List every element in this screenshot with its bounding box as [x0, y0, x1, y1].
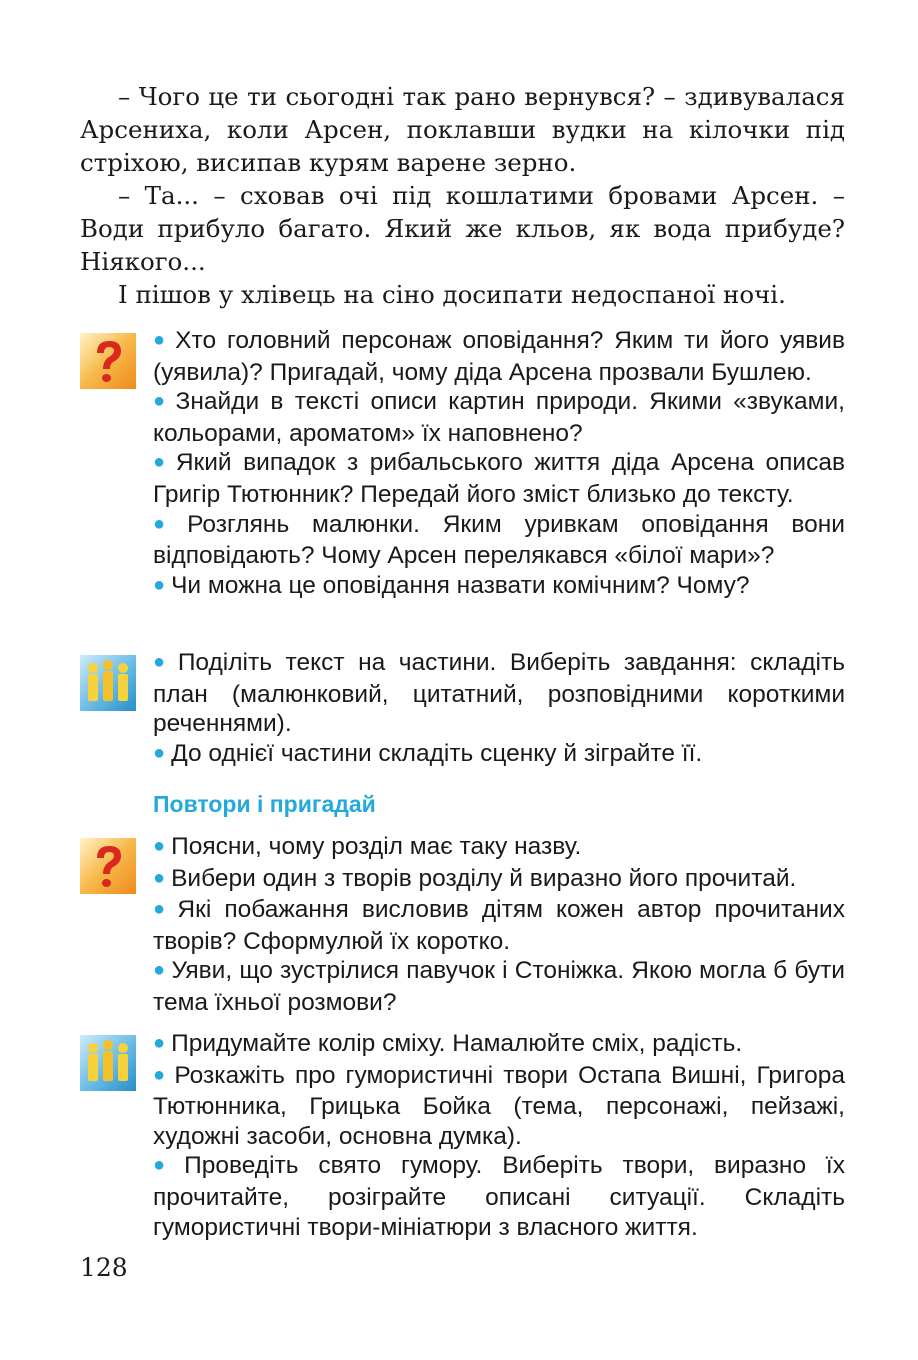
- list-item: ● Знайди в тексті описи картин природи. Якими «звуками, кольорами, ароматом» їх наповнено?: [153, 388, 845, 447]
- list-item: ● Який випадок з рибальського життя діда Арсена описав Григір Тютюнник? Передай його зміст близько до тексту.: [153, 449, 845, 508]
- bullet-icon: ●: [153, 866, 166, 889]
- group-tasks-block: [153, 648, 845, 770]
- page-number: 128: [80, 1253, 128, 1282]
- list-item: ● Поясни, чому розділ має таку назву.: [153, 833, 582, 860]
- bullet-icon: ●: [153, 451, 170, 474]
- question-mark-icon: [80, 333, 136, 389]
- story-paragraph: – Та... – сховав очі під кошлатими бровами Арсен. – Води прибуло багато. Який же кльов, як вода прибуде? Ніякого...: [80, 181, 845, 276]
- list-item: ● Чи можна це оповідання назвати комічним? Чому?: [153, 571, 750, 599]
- list-item: ● Поділіть текст на частини. Виберіть завдання: складіть план (малюнковий, цитатний, розповідними короткими реченнями).: [153, 649, 845, 738]
- story-paragraph: І пішов у хлівець на сіно досипати недоспаної ночі.: [118, 280, 786, 309]
- list-item: ● Проведіть свято гумору. Виберіть твори, виразно їх прочитайте, розіграйте описані ситуації. Складіть гумористичні твори-мініатюри з власного життя.: [153, 1152, 845, 1241]
- list-item: ● Хто головний персонаж оповідання? Яким ти його уявив (уявила)? Пригадай, чому діда Арсена прозвали Бушлею.: [153, 327, 845, 386]
- question-mark-icon: [80, 838, 136, 894]
- bullet-icon: ●: [153, 898, 172, 921]
- story-text: [80, 80, 845, 311]
- bullet-icon: ●: [153, 329, 170, 351]
- bullet-icon: ●: [153, 959, 166, 982]
- group-tasks-block: [153, 1029, 845, 1242]
- list-item: ● Придумайте колір сміху. Намалюйте сміх, радість.: [153, 1030, 743, 1057]
- list-item: ● Розглянь малюнки. Яким уривкам оповідання вони відповідають? Чому Арсен перелякався «білої мари»?: [153, 510, 845, 570]
- group-work-icon: [80, 655, 136, 711]
- questions-block: [153, 832, 845, 1018]
- list-item: ● Вибери один з творів розділу й виразно його прочитай.: [153, 864, 797, 892]
- list-item: ● Розкажіть про гумористичні твори Остапа Вишні, Григора Тютюнника, Грицька Бойка (тема, персонажі, пейзажі, художні засоби, основна думка).: [153, 1061, 845, 1150]
- section-title: Повтори і пригадай: [153, 791, 376, 817]
- bullet-icon: ●: [153, 1154, 179, 1177]
- bullet-icon: ●: [153, 573, 166, 596]
- bullet-icon: ●: [153, 1063, 169, 1086]
- bullet-icon: ●: [153, 651, 172, 673]
- story-paragraph: – Чого це ти сьогодні так рано вернувся? – здивувалася Арсениха, коли Арсен, поклавши вудки на кілочки під стріхою, висипав курям варене зерно.: [80, 82, 845, 177]
- bullet-icon: ●: [153, 835, 166, 857]
- bullet-icon: ●: [153, 741, 166, 764]
- bullet-icon: ●: [153, 512, 182, 535]
- list-item: ● Які побажання висловив дітям кожен автор прочитаних творів? Сформулюй їх коротко.: [153, 896, 845, 955]
- group-work-icon: [80, 1035, 136, 1091]
- questions-block: [153, 326, 845, 602]
- bullet-icon: ●: [153, 1032, 166, 1054]
- list-item: ● Уяви, що зустрілися павучок і Стоніжка. Якою могла б бути тема їхньої розмови?: [153, 957, 845, 1016]
- list-item: ● До однієї частини складіть сценку й зіграйте її.: [153, 739, 703, 767]
- bullet-icon: ●: [153, 390, 170, 413]
